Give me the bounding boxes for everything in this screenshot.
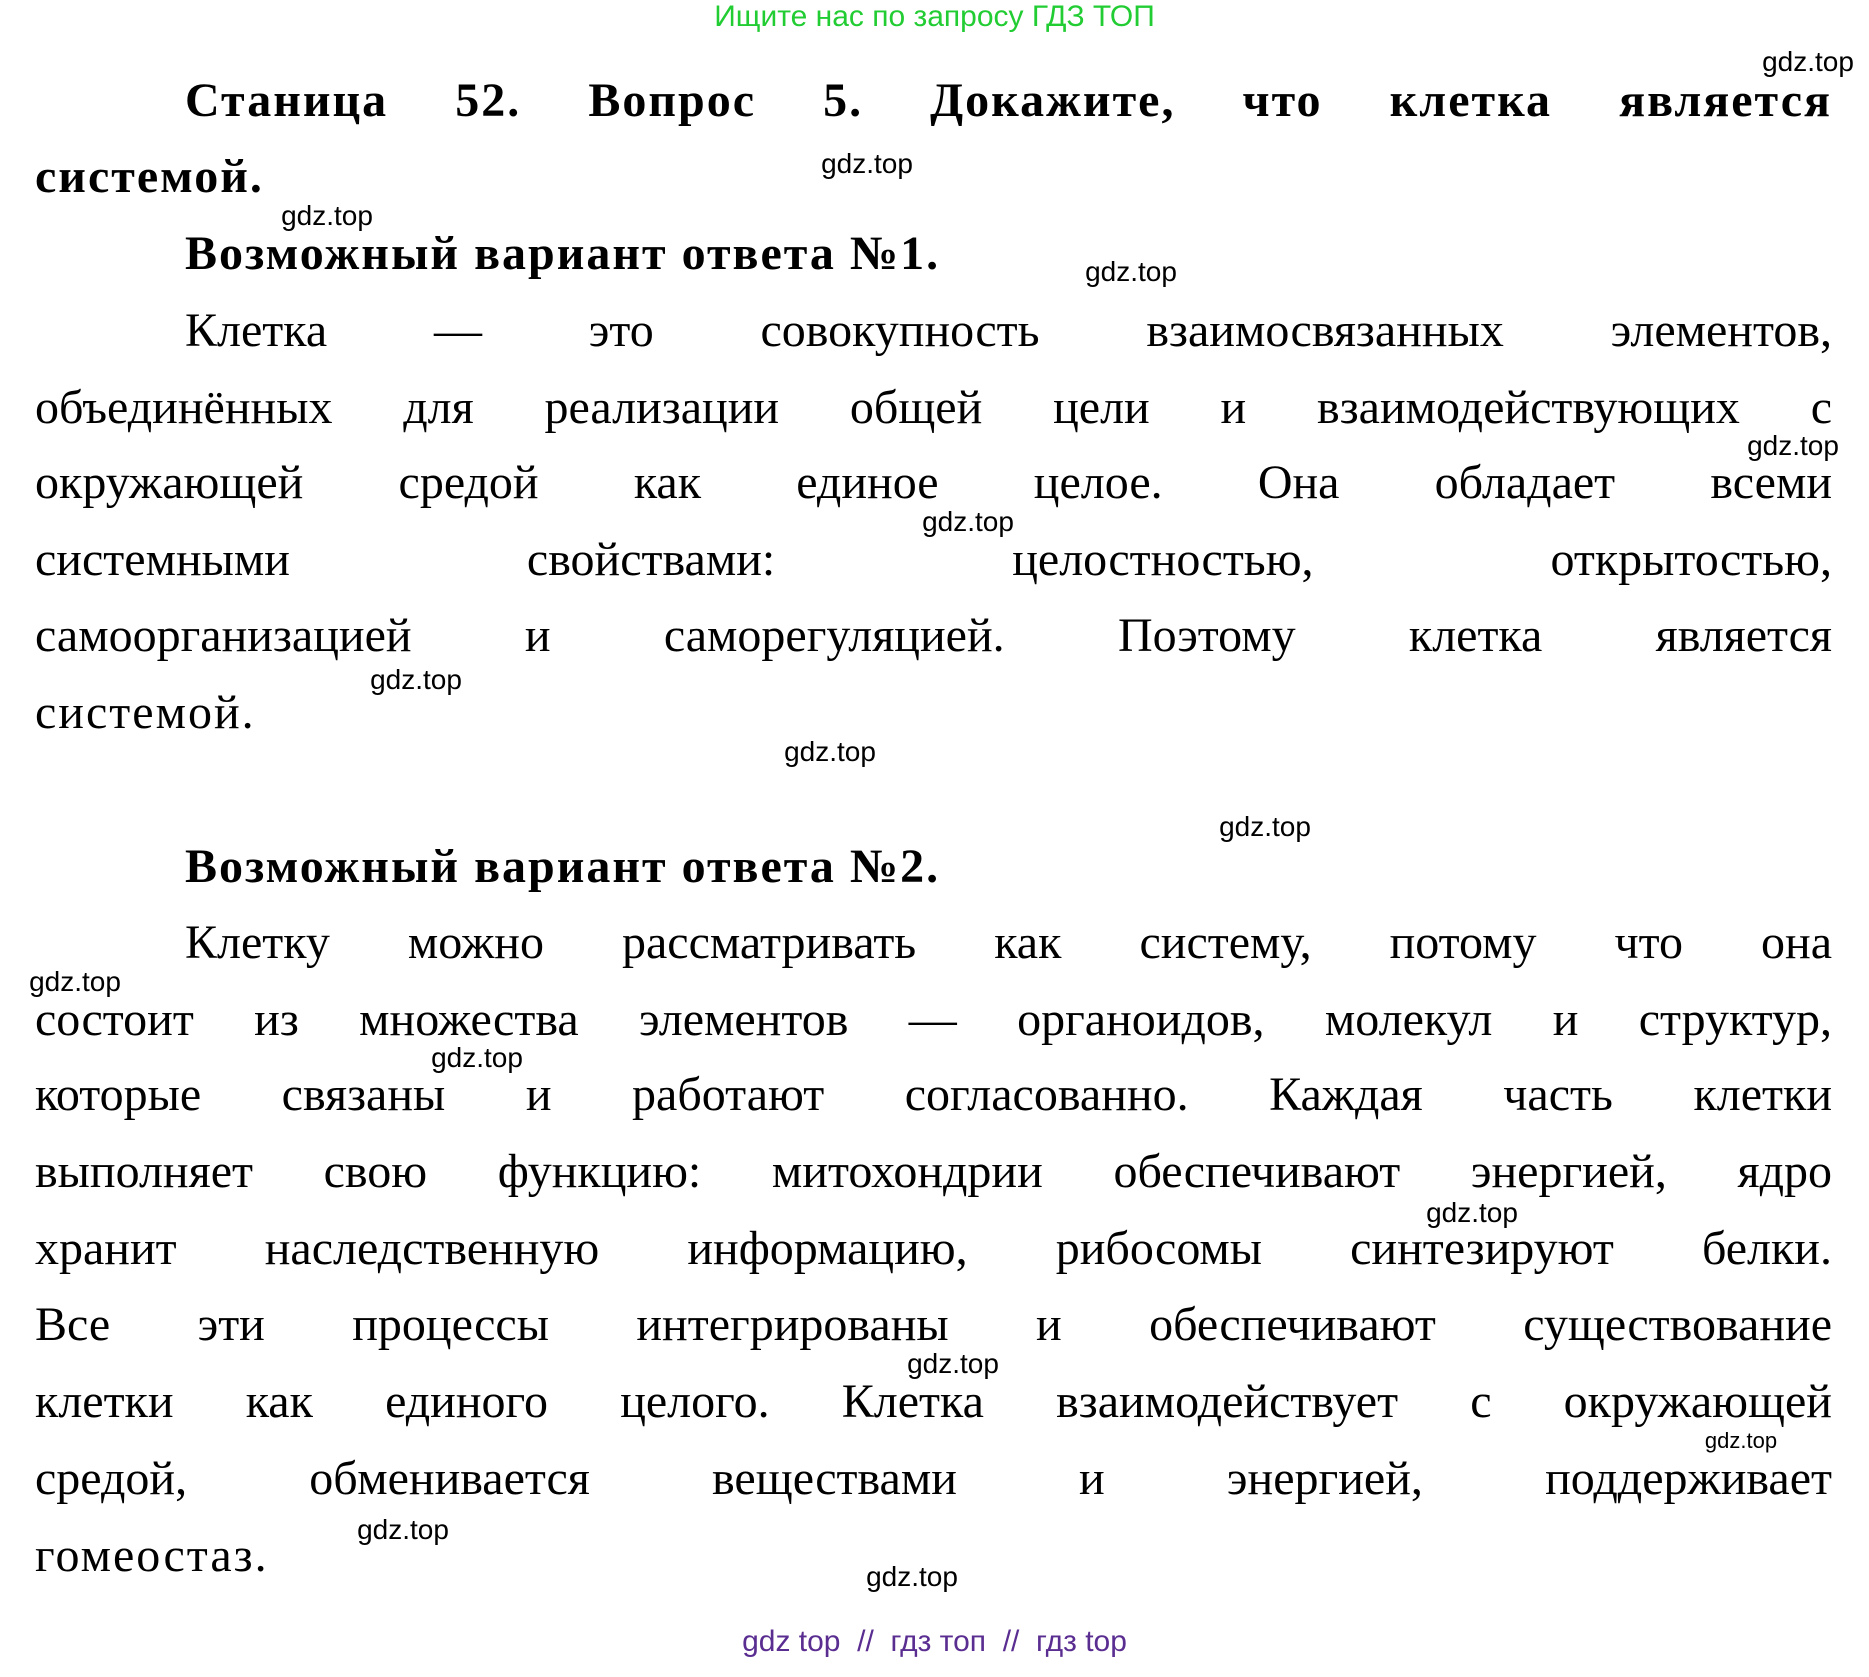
answer-1-line: объединённых для реализации общей цели и взаимодействующих с — [35, 381, 1832, 434]
watermark: gdz.top — [1704, 1428, 1778, 1453]
watermark: gdz.top — [866, 1561, 958, 1592]
watermark: gdz.top — [1085, 256, 1177, 287]
answer-2-line: клетки как единого целого. Клетка взаимодействует с окружающей — [35, 1375, 1832, 1428]
answer-2-heading: Возможный вариант ответа №2. — [185, 840, 941, 893]
answer-2-line: средой, обменивается веществами и энергией, поддерживает — [35, 1452, 1832, 1505]
watermark: gdz.top — [431, 1042, 523, 1073]
watermark: gdz.top — [357, 1514, 449, 1545]
question-title-line: Станица 52. Вопрос 5. Докажите, что клетка является — [185, 74, 1832, 127]
answer-1-line: Клетка — это совокупность взаимосвязанных элементов, — [185, 304, 1832, 357]
answer-2-line: гомеостаз. — [35, 1529, 269, 1582]
search-banner: Ищите нас по запросу ГДЗ ТОП — [714, 0, 1155, 33]
watermark: gdz.top — [784, 736, 876, 767]
answer-2-line: выполняет свою функцию: митохондрии обеспечивают энергией, ядро — [35, 1145, 1832, 1198]
answer-2-line: Клетку можно рассматривать как систему, потому что она — [185, 916, 1832, 969]
answer-2-line: Все эти процессы интегрированы и обеспечивают существование — [35, 1298, 1832, 1351]
watermark: gdz.top — [29, 966, 121, 997]
watermark: gdz.top — [1762, 46, 1854, 77]
watermark: gdz.top — [907, 1348, 999, 1379]
watermark: gdz.top — [281, 200, 373, 231]
watermark: gdz.top — [922, 506, 1014, 537]
watermark: gdz.top — [1747, 430, 1839, 461]
answer-1-heading: Возможный вариант ответа №1. — [185, 227, 941, 280]
watermark: gdz.top — [1219, 811, 1311, 842]
answer-1-line: системой. — [35, 686, 256, 739]
answer-1-line: системными свойствами: целостностью, открытостью, — [35, 533, 1832, 586]
question-title-line: системой. — [35, 150, 264, 203]
watermark: gdz.top — [1426, 1197, 1518, 1228]
answer-1-line: самоорганизацией и саморегуляцией. Поэтому клетка является — [35, 609, 1832, 662]
answer-2-line: которые связаны и работают согласованно. Каждая часть клетки — [35, 1068, 1832, 1121]
answer-1-line: окружающей средой как единое целое. Она обладает всеми — [35, 456, 1832, 509]
answer-2-line: состоит из множества элементов — органоидов, молекул и структур, — [35, 993, 1832, 1046]
watermark: gdz.top — [370, 664, 462, 695]
watermark: gdz.top — [821, 148, 913, 179]
footer-links[interactable]: gdz top // гдз топ // гдз top — [742, 1625, 1127, 1658]
answer-2-line: хранит наследственную информацию, рибосомы синтезируют белки. — [35, 1222, 1832, 1275]
